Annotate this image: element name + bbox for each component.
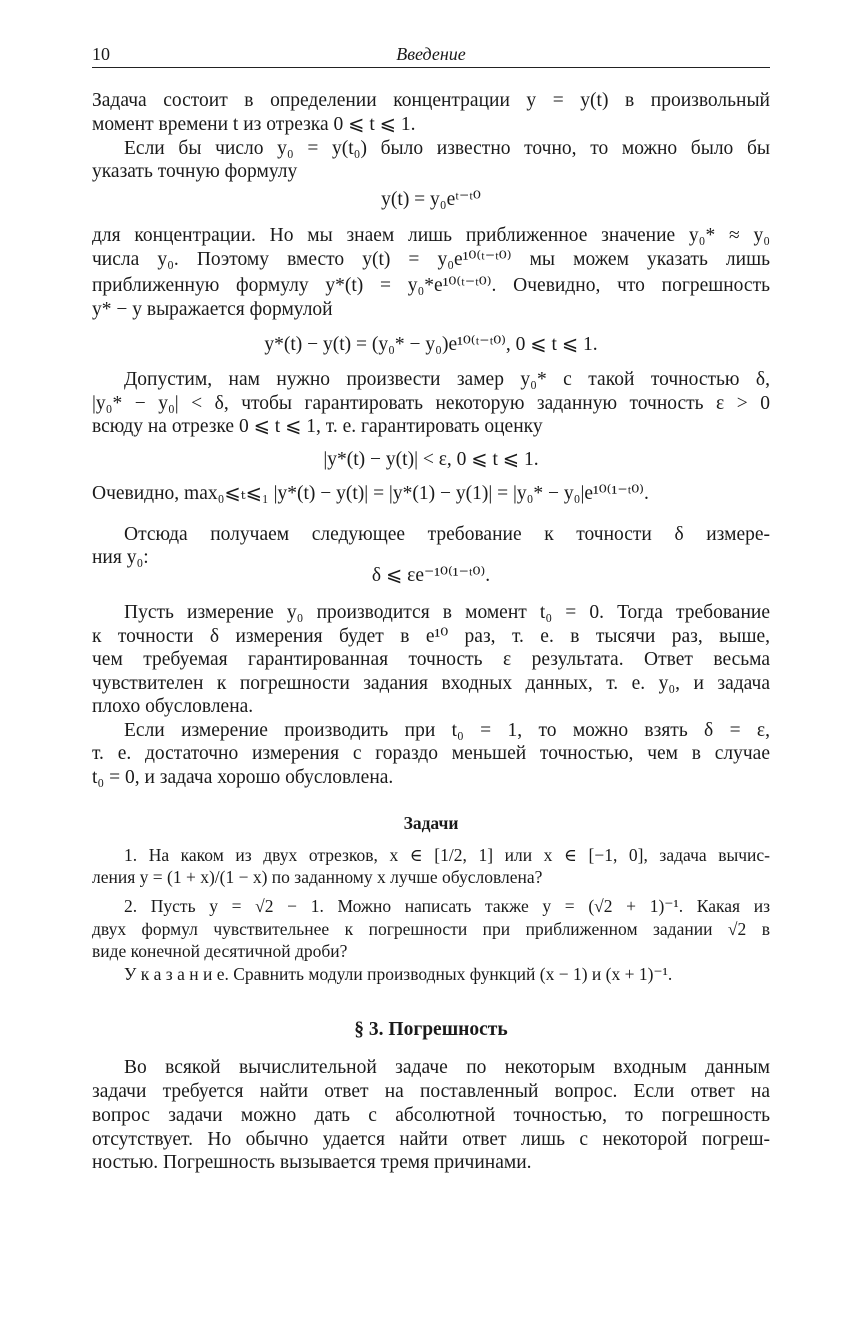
formula: δ ⩽ εe⁻¹⁰⁽¹⁻ᵗ⁰⁾. [371,565,491,586]
page-number: 10 [92,44,110,64]
problem-line: ления y = (1 + x)/(1 − x) по заданному x лучше обусловлена? [92,867,543,887]
text-line: Отсюда получаем следующее требование к точности δ измере- [124,524,770,545]
text-line: к точности δ измерения будет в e¹⁰ раз, т. е. в тысячи раз, выше, [92,626,770,647]
text-line: момент времени t из отрезка 0 ⩽ t ⩽ 1. [92,114,416,135]
problem-line: 2. Пусть y = √2 − 1. Можно написать также y = (√2 + 1)⁻¹. Какая из [124,896,770,916]
text-line: Во всякой вычислительной задаче по некоторым входным данным [124,1057,770,1078]
formula: y*(t) − y(t) = (y₀* − y₀)e¹⁰⁽ᵗ⁻ᵗ⁰⁾, 0 ⩽ t ⩽ 1. [264,334,598,355]
text-line: Пусть измерение y₀ производится в момент t₀ = 0. Тогда требование [124,602,770,623]
problem-line: виде конечной десятичной дроби? [92,941,348,961]
text-line: |y₀* − y₀| < δ, чтобы гарантировать некоторую заданную точность ε > 0 [92,393,770,414]
formula: y(t) = y₀eᵗ⁻ᵗ⁰ [381,189,481,210]
formula-line: Очевидно, max₀⩽ₜ⩽₁ |y*(t) − y(t)| = |y*(1) − y(1)| = |y₀* − y₀|e¹⁰⁽¹⁻ᵗ⁰⁾. [92,483,649,504]
text-line: t₀ = 0, и задача хорошо обусловлена. [92,767,394,788]
text-line: Если измерение производить при t₀ = 1, то можно взять δ = ε, [124,720,770,741]
text-line: Допустим, нам нужно произвести замер y₀* с такой точностью δ, [124,369,770,390]
text-line: Если бы число y₀ = y(t₀) было известно точно, то можно было бы [124,138,770,159]
text-line: приближенную формулу y*(t) = y₀*e¹⁰⁽ᵗ⁻ᵗ⁰⁾. Очевидно, что погрешность [92,275,770,296]
text-line: ния y₀: [92,547,149,568]
text-line: ностью. Погрешность вызывается тремя причинами. [92,1152,532,1173]
section-heading: § 3. Погрешность [354,1019,508,1040]
text-line: вопрос задачи можно дать с абсолютной точностью, то погрешность [92,1105,770,1126]
text-line: т. е. достаточно измерения с гораздо меньшей точностью, чем в случае [92,743,770,764]
text-line: чувствителен к погрешности задания входных данных, т. е. y₀, и задача [92,673,770,694]
text-line: всюду на отрезке 0 ⩽ t ⩽ 1, т. е. гарантировать оценку [92,416,543,437]
problem-line: 1. На каком из двух отрезков, x ∈ [1/2, 1] или x ∈ [−1, 0], задача вычис- [124,845,770,865]
hint-line: У к а з а н и е. Сравнить модули производных функций (x − 1) и (x + 1)⁻¹. [124,964,673,984]
text-line: числа y₀. Поэтому вместо y(t) = y₀e¹⁰⁽ᵗ⁻ᵗ⁰⁾ мы можем указать лишь [92,249,770,270]
text-line: плохо обусловлена. [92,696,254,717]
text-line: указать точную формулу [92,161,298,182]
text-line: y* − y выражается формулой [92,299,333,320]
text-line: для концентрации. Но мы знаем лишь приближенное значение y₀* ≈ y₀ [92,225,770,246]
text-line: отсутствует. Но обычно удается найти ответ лишь с некоторой погреш- [92,1129,770,1150]
formula: |y*(t) − y(t)| < ε, 0 ⩽ t ⩽ 1. [323,449,539,470]
text-line: Задача состоит в определении концентрации y = y(t) в произвольный [92,90,770,111]
problem-line: двух формул чувствительнее к погрешности при приближенном задании √2 в [92,919,770,939]
running-header [92,44,770,68]
text-line: задачи требуется найти ответ на поставленный вопрос. Если ответ на [92,1081,770,1102]
running-title: Введение [396,44,466,64]
text-line: чем требуемая гарантированная точность ε результата. Ответ весьма [92,649,770,670]
problems-heading: Задачи [403,813,459,833]
